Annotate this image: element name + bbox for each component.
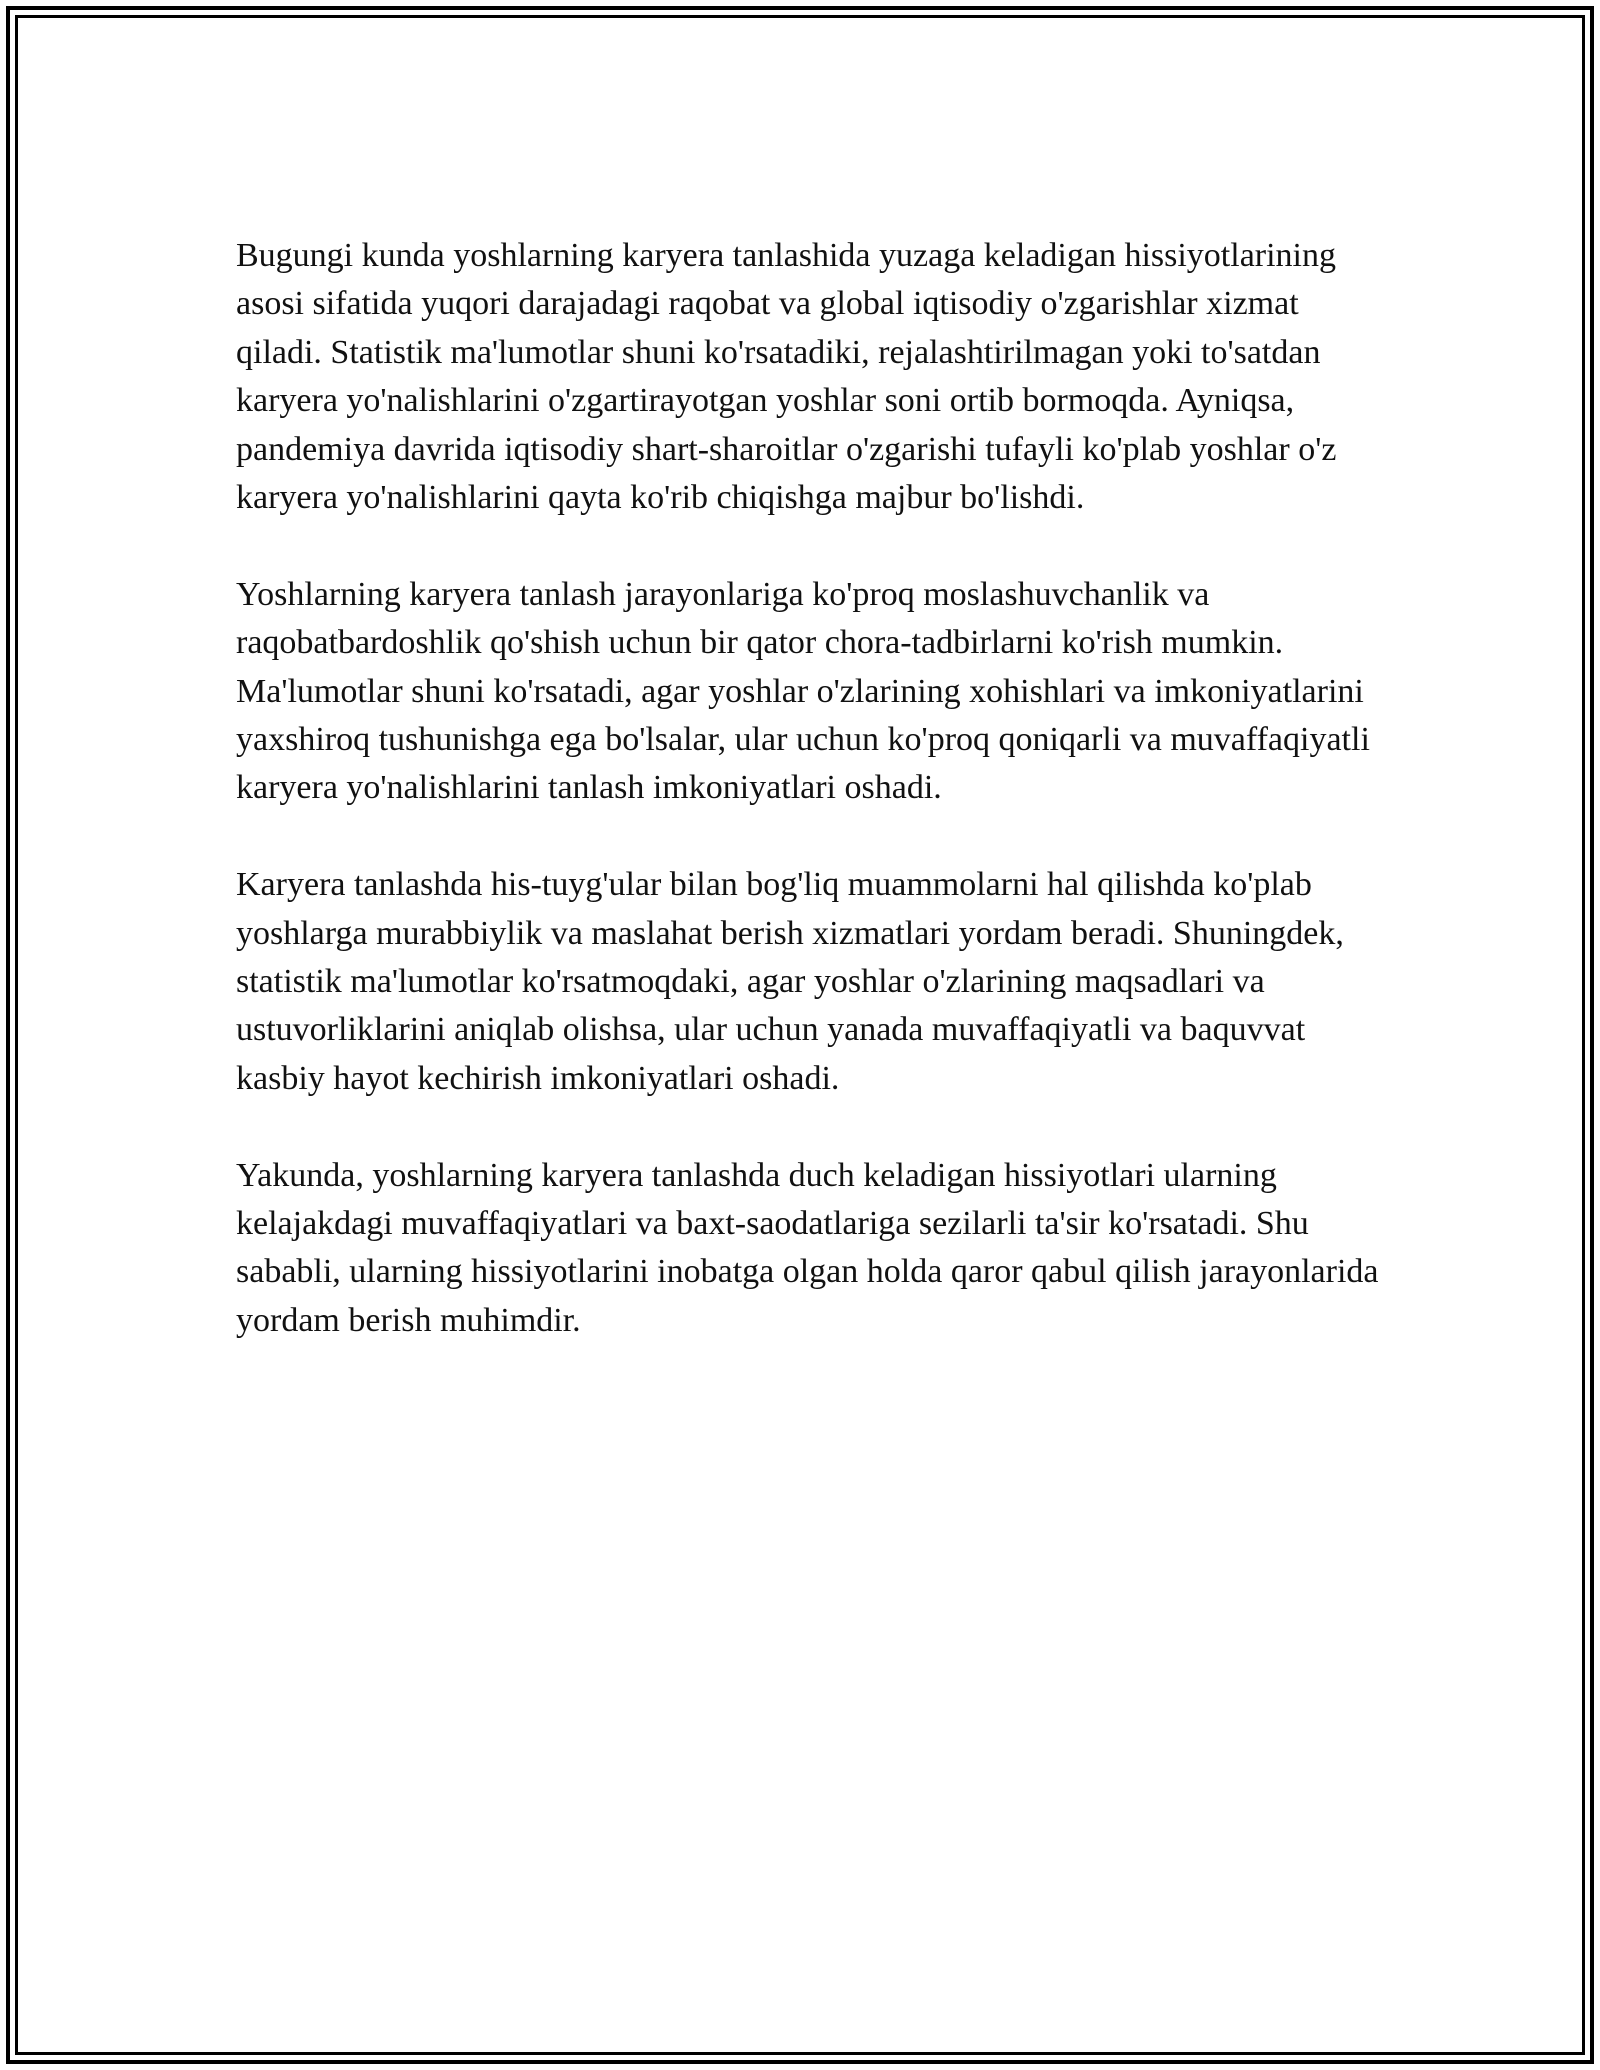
paragraph-2: Yoshlarning karyera tanlash jarayonlariga ko'proq moslashuvchanlik va raqobatbardoshlik qo'shish uchun bir qator chora-tadbirlarni ko'rish mumkin. Ma'lumotlar shuni ko'rsatadi, agar yoshlar o'zlarining xohishlari va imkoniyatlarini yaxshiroq tushunishga ega bo'lsalar, ular uchun ko'proq qoniqarli va muvaffaqiyatli karyera yo'nalishlarini tanlash imkoniyatlari oshadi. xyxy=(236,575,1370,807)
paragraph-3: Karyera tanlashda his-tuyg'ular bilan bog'liq muammolarni hal qilishda ko'plab yoshlarga murabbiylik va maslahat berish xizmatlari yordam beradi. Shuningdek, statistik ma'lumotlar ko'rsatmoqdaki, agar yoshlar o'zlarining maqsadlari va ustuvorliklarini aniqlab olishsa, ular uchun yanada muvaffaqiyatli va baquvvat kasbiy hayot kechirish imkoniyatlari oshadi. xyxy=(236,866,1344,1097)
paragraph-1: Bugungi kunda yoshlarning karyera tanlashida yuzaga keladigan hissiyotlarining asosi sifatida yuqori darajadagi raqobat va global iqtisodiy o'zgarishlar xizmat qiladi. Statistik ma'lumotlar shuni ko'rsatadiki, rejalashtirilmagan yoki to'satdan karyera yo'nalishlarini o'zgartirayotgan yoshlar soni ortib bormoqda. Ayniqsa, pandemiya davrida iqtisodiy shart-sharoitlar o'zgarishi tufayli ko'plab yoshlar o'z karyera yo'nalishlarini qayta ko'rib chiqishga majbur bo'lishdi. xyxy=(236,237,1337,517)
paragraph-4: Yakunda, yoshlarning karyera tanlashda duch keladigan hissiyotlari ularning kelajakdagi muvaffaqiyatlari va baxt-saodatlariga sezilarli ta'sir ko'rsatadi. Shu sababli, ularning hissiyotlarini inobatga olgan holda qaror qabul qilish jarayonlarida yordam berish muhimdir. xyxy=(236,1156,1379,1339)
document-body xyxy=(236,232,1386,1345)
